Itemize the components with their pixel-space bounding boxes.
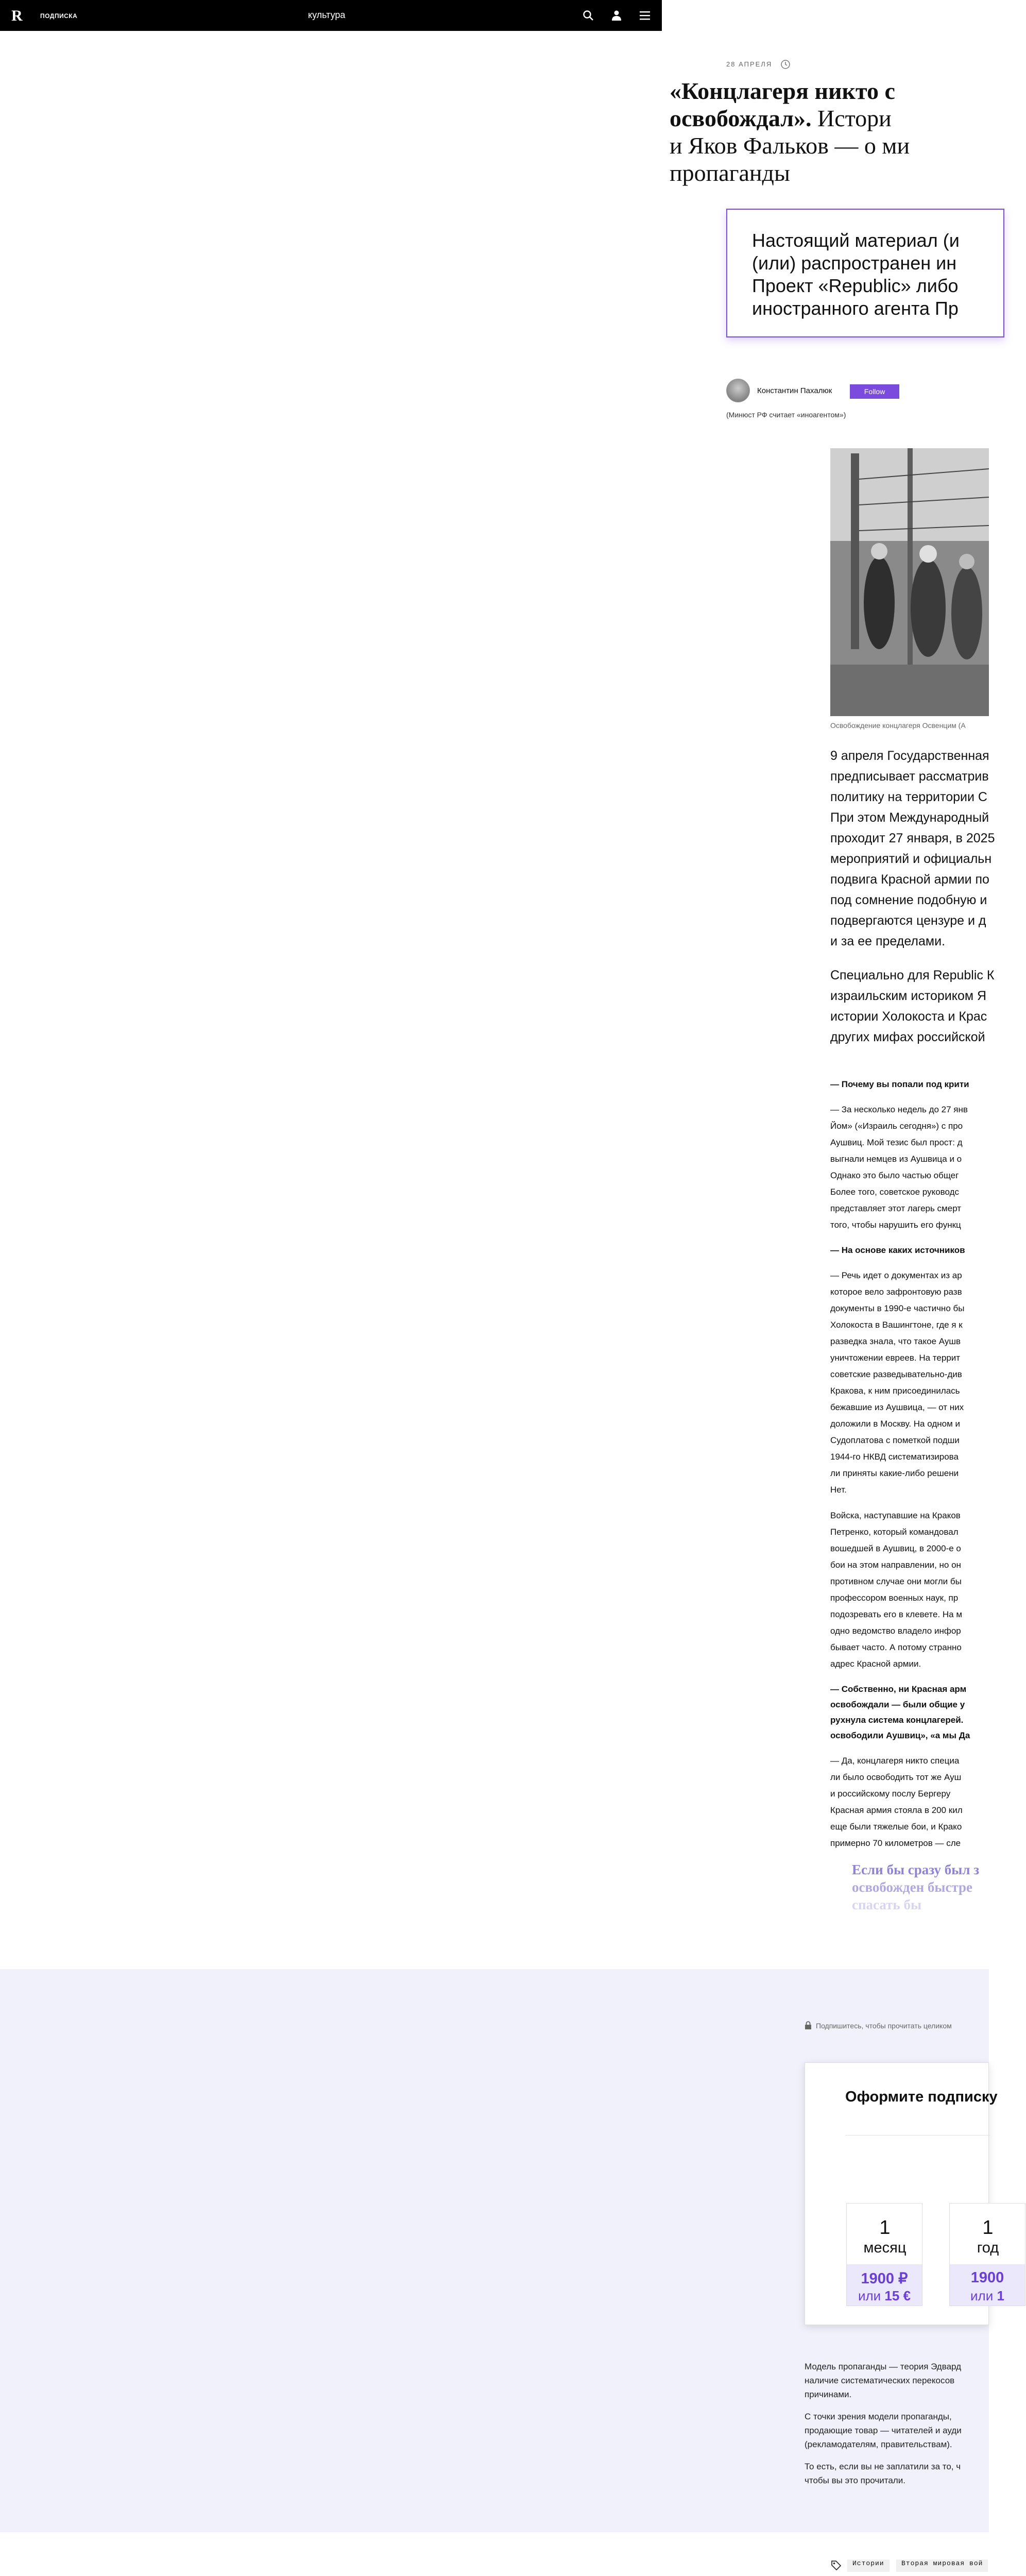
search-icon[interactable]: [582, 9, 594, 22]
text-line: 9 апреля Государственная: [830, 749, 989, 763]
lead-paragraph-2: [830, 965, 995, 1053]
text-line: разведка знала, что такое Аушв: [830, 1336, 961, 1346]
text-line: доложили в Москву. На одном и: [830, 1419, 960, 1429]
title-line-4: пропаганды: [670, 160, 790, 186]
question-3: [830, 1682, 989, 1743]
photo-caption: Освобождение концлагеря Освенцим (А: [830, 721, 966, 730]
plan-price: 1900 ₽: [861, 2270, 908, 2287]
plan-monthly[interactable]: [846, 2203, 922, 2306]
notice-line: иностранного агента Пр: [752, 298, 959, 319]
plan-unit: год: [977, 2240, 999, 2256]
text-line: Холокоста в Вашингтоне, где я к: [830, 1320, 963, 1330]
text-line: подвига Красной армии по: [830, 872, 989, 887]
plan-unit: месяц: [863, 2240, 907, 2256]
text-line: Кракова, к ним присоединилась: [830, 1386, 960, 1396]
subscribe-link[interactable]: ПОДПИСКА: [40, 12, 78, 20]
text-line: которое вело зафронтовую разв: [830, 1287, 962, 1297]
text-line: чтобы вы это прочитали.: [805, 2476, 905, 2485]
text-line: политику на территории С: [830, 790, 987, 804]
text-line: Нет.: [830, 1485, 847, 1495]
notice-line: Настоящий материал (и: [752, 230, 960, 251]
text-line: — За несколько недель до 27 янв: [830, 1105, 968, 1114]
author-avatar[interactable]: [726, 379, 750, 402]
article-date: 28 АПРЕЛЯ: [726, 60, 773, 68]
lead-paragraph-1: [830, 745, 995, 967]
follow-author-button[interactable]: Follow: [850, 384, 899, 399]
text-line: При этом Международный: [830, 810, 989, 825]
plan-alt-price: 15 €: [884, 2288, 911, 2303]
text-line: бывает часто. А потому странно: [830, 1642, 962, 1652]
tag-icon: [830, 2560, 842, 2571]
user-icon[interactable]: [610, 9, 623, 22]
text-line: и российскому послу Бергеру: [830, 1789, 951, 1799]
text-line: представляет этот лагерь смерт: [830, 1204, 962, 1213]
article-title: [670, 77, 989, 185]
text-line: То есть, если вы не заплатили за то, ч: [805, 2462, 961, 2471]
plan-yearly[interactable]: [949, 2203, 1025, 2306]
text-line: Петренко, который командовал: [830, 1527, 959, 1537]
text-line: примерно 70 километров — сле: [830, 1838, 961, 1848]
text-line: продающие товар — читателей и ауди: [805, 2426, 962, 2435]
text-line: ли было освободить тот же Ауш: [830, 1772, 962, 1782]
text-line: — Да, концлагеря никто специа: [830, 1756, 960, 1766]
text-line: подвергаются цензуре и д: [830, 913, 986, 928]
text-line: подозревать его в клевете. На м: [830, 1609, 963, 1619]
answer-3: [830, 1753, 989, 1852]
text-line: освобожден быстре: [852, 1879, 973, 1895]
plan-alt-prefix: или: [970, 2288, 997, 2303]
ministry-note: (Минюст РФ считает «иноагентом»): [726, 411, 846, 419]
text-line: проходит 27 января, в 2025: [830, 831, 995, 845]
text-line: выгнали немцев из Аушвица и о: [830, 1154, 962, 1164]
plan-alt-prefix: или: [858, 2288, 885, 2303]
republic-logo[interactable]: R: [11, 7, 23, 24]
text-line: и за ее пределами.: [830, 934, 946, 948]
title-line-2-rest: Истори: [811, 105, 892, 131]
plan-alt-price: 1: [997, 2288, 1004, 2303]
text-line: других мифах российской: [830, 1030, 985, 1044]
text-line: — Собственно, ни Красная арм: [830, 1684, 967, 1694]
text-line: профессором военных наук, пр: [830, 1593, 959, 1603]
paywall-lock-note: Подпишитесь, чтобы прочитать целиком: [816, 2022, 952, 2030]
text-line: уничтожении евреев. На террит: [830, 1353, 961, 1363]
text-line: бои на этом направлении, но он: [830, 1560, 961, 1570]
propaganda-note: [805, 2360, 989, 2514]
pull-quote: [830, 1861, 989, 1913]
notice-line: Проект «Republic» либо: [752, 275, 959, 296]
text-line: Более того, советское руководс: [830, 1187, 959, 1197]
plan-price: 1900: [970, 2269, 1004, 2286]
text-line: освобождали — были общие у: [830, 1700, 965, 1709]
text-line: Специально для Republic К: [830, 968, 995, 982]
title-line-3: и Яков Фальков — о ми: [670, 132, 910, 159]
tag-history[interactable]: Истории: [847, 2560, 890, 2572]
text-line: Если бы сразу был з: [852, 1862, 980, 1877]
answer-1: [830, 1101, 989, 1233]
text-line: Красная армия стояла в 200 кил: [830, 1805, 963, 1815]
subscription-card: [805, 2062, 1004, 2325]
text-line: 1944-го НКВД систематизирова: [830, 1452, 959, 1462]
plan-count: 1: [982, 2217, 994, 2239]
plan-count: 1: [879, 2217, 891, 2239]
text-line: Аушвиц. Мой тезис был прост: д: [830, 1138, 963, 1147]
top-header: [0, 0, 662, 31]
answer-2-continued: [830, 1507, 989, 1672]
text-line: бежавшие из Аушвица, — от них: [830, 1402, 964, 1412]
text-line: освободили Аушвиц», «а мы Да: [830, 1731, 970, 1740]
text-line: спасать бы: [852, 1897, 922, 1912]
subscription-title: Оформите подписку: [845, 2089, 998, 2105]
text-line: предписывает рассматрив: [830, 769, 989, 784]
title-line-1: «Концлагеря никто с: [670, 78, 895, 104]
text-line: адрес Красной армии.: [830, 1659, 921, 1669]
text-line: того, чтобы нарушить его функц: [830, 1220, 961, 1230]
text-line: рухнула система концлагерей.: [830, 1715, 964, 1725]
text-line: (рекламодателям, правительствам).: [805, 2439, 952, 2449]
menu-icon[interactable]: [639, 9, 651, 22]
question-2: — На основе каких источников: [830, 1245, 965, 1255]
text-line: Войска, наступавшие на Краков: [830, 1511, 961, 1520]
text-line: Судоплатова с пометкой подши: [830, 1435, 960, 1445]
divider: [845, 2135, 989, 2136]
text-line: истории Холокоста и Крас: [830, 1009, 987, 1024]
foreign-agent-notice: [726, 209, 1004, 337]
author-name[interactable]: Константин Пахалюк: [757, 386, 832, 395]
text-line: Однако это было частью общег: [830, 1171, 959, 1180]
section-title[interactable]: культура: [308, 10, 346, 20]
text-line: советские разведывательно-див: [830, 1369, 962, 1379]
text-line: Модель пропаганды — теория Эдвард: [805, 2362, 962, 2371]
question-1: — Почему вы попали под крити: [830, 1079, 969, 1089]
title-line-2-bold: освобождал».: [670, 105, 812, 131]
answer-2: [830, 1267, 989, 1498]
text-line: под сомнение подобную и: [830, 893, 987, 907]
text-line: документы в 1990-е частично бы: [830, 1303, 965, 1313]
text-line: вошедшей в Аушвиц, в 2000-е о: [830, 1544, 961, 1553]
text-line: противном случае они могли бы: [830, 1577, 962, 1586]
text-line: одно ведомство владело инфор: [830, 1626, 961, 1636]
text-line: еще были тяжелые бои, и Крако: [830, 1822, 962, 1832]
lock-icon: [805, 2021, 812, 2029]
tag-ww2[interactable]: Вторая мировая вой: [896, 2560, 988, 2572]
text-line: ли приняты какие-либо решени: [830, 1468, 959, 1478]
text-line: израильским историком Я: [830, 989, 987, 1003]
interview-body: [830, 1077, 989, 1963]
text-line: наличие систематических перекосов: [805, 2376, 955, 2385]
text-line: мероприятий и официальн: [830, 852, 992, 866]
text-line: причинами.: [805, 2389, 852, 2399]
text-line: Йом» («Израиль сегодня») с про: [830, 1121, 963, 1131]
notice-line: (или) распространен ин: [752, 252, 957, 274]
text-line: — Речь идет о документах из ар: [830, 1270, 962, 1280]
article-photo: [830, 448, 989, 716]
text-line: С точки зрения модели пропаганды,: [805, 2412, 952, 2421]
clock-icon: [780, 59, 791, 70]
